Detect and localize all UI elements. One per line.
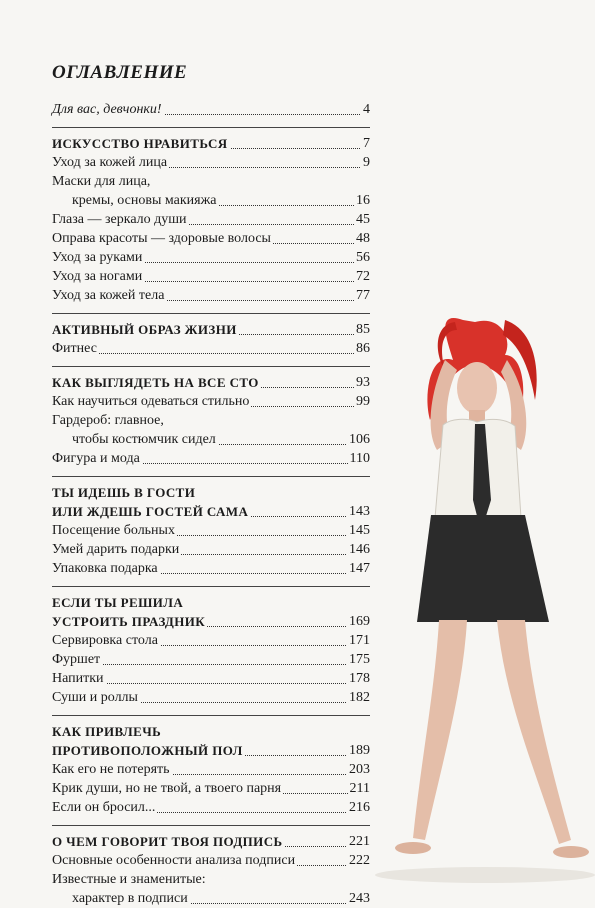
toc-entry[interactable] [52, 521, 370, 540]
toc-entry-title: АКТИВНЫЙ ОБРАЗ ЖИЗНИ [52, 322, 237, 337]
toc-entry[interactable] [52, 870, 370, 889]
toc-page-number: 16 [356, 193, 370, 208]
toc-entry[interactable] [52, 889, 370, 908]
toc-page-number: 216 [349, 800, 370, 815]
toc-entry-title: Уход за ногами [52, 269, 143, 284]
toc-entry[interactable] [52, 798, 370, 817]
toc-entry[interactable] [52, 267, 370, 286]
toc-entry-title: чтобы костюмчик сидел [52, 430, 218, 449]
toc-page-number: 48 [356, 231, 370, 246]
toc-entry-title: Упаковка подарка [52, 561, 158, 576]
girl-photo [335, 300, 595, 900]
toc-entry-title: Фигура и мода [52, 451, 140, 466]
toc-entry[interactable] [52, 430, 370, 449]
toc-entry-title: Если он бросил... [52, 800, 156, 815]
toc-entry-title: Маски для лица, [52, 174, 151, 189]
toc-entry[interactable] [52, 760, 370, 779]
toc-page-number: 147 [349, 561, 370, 576]
toc-entry-title: КАК ВЫГЛЯДЕТЬ НА ВСЕ СТО [52, 375, 259, 390]
toc-entry-title: Уход за руками [52, 250, 143, 265]
section-divider [52, 313, 370, 314]
toc-entry-title: КАК ПРИВЛЕЧЬ [52, 724, 162, 739]
toc-page-number: 222 [349, 853, 370, 868]
toc-page-number: 221 [349, 834, 370, 849]
toc-section-heading[interactable] [52, 373, 370, 392]
toc-page-number: 4 [363, 102, 370, 117]
toc-page-number: 182 [349, 690, 370, 705]
toc-section-heading[interactable] [52, 612, 370, 631]
toc-entry-title: Гардероб: главное, [52, 413, 164, 428]
toc-section-heading[interactable] [52, 320, 370, 339]
section-divider [52, 476, 370, 477]
toc-entry[interactable] [52, 248, 370, 267]
toc-entry[interactable] [52, 688, 370, 707]
toc-entry[interactable] [52, 191, 370, 210]
toc-page-number: 110 [349, 451, 370, 466]
toc-page-number: 85 [356, 322, 370, 337]
toc-entry[interactable] [52, 172, 370, 191]
toc-entry-title: ПРОТИВОПОЛОЖНЫЙ ПОЛ [52, 743, 243, 758]
dot-leader [52, 353, 370, 354]
toc-entry-title: Напитки [52, 671, 104, 686]
toc-page-number: 72 [356, 269, 370, 284]
toc-page-number: 45 [356, 212, 370, 227]
toc-page-number: 9 [363, 155, 370, 170]
toc-entry-title: Оправа красоты — здоровые волосы [52, 231, 271, 246]
toc-entry[interactable] [52, 339, 370, 358]
toc-entry[interactable] [52, 779, 370, 798]
toc-entry[interactable] [52, 650, 370, 669]
toc-section-heading[interactable] [52, 134, 370, 153]
toc-page-number: 171 [349, 633, 370, 648]
table-of-contents [52, 100, 370, 908]
toc-entry-title: Уход за кожей лица [52, 155, 168, 170]
toc-page-number: 56 [356, 250, 370, 265]
toc-entry-title: ТЫ ИДЕШЬ В ГОСТИ [52, 485, 196, 500]
toc-page-number: 77 [356, 288, 370, 303]
section-divider [52, 586, 370, 587]
toc-entry[interactable] [52, 449, 370, 468]
toc-page-number: 243 [349, 891, 370, 906]
toc-entry[interactable] [52, 100, 370, 119]
toc-entry-title: ИЛИ ЖДЕШЬ ГОСТЕЙ САМА [52, 504, 249, 519]
section-divider [52, 825, 370, 826]
toc-page-number: 93 [356, 375, 370, 390]
toc-section-heading[interactable] [52, 502, 370, 521]
toc-entry[interactable] [52, 669, 370, 688]
toc-page-number: 145 [349, 523, 370, 538]
toc-entry-title: Как научиться одеваться стильно [52, 394, 250, 409]
toc-entry[interactable] [52, 411, 370, 430]
toc-entry-title: Фитнес [52, 341, 97, 356]
toc-entry-title: Фуршет [52, 652, 101, 667]
page-title: ОГЛАВЛЕНИЕ [52, 62, 188, 83]
toc-section-heading[interactable] [52, 722, 370, 741]
toc-section-heading[interactable] [52, 741, 370, 760]
toc-entry[interactable] [52, 631, 370, 650]
toc-entry-title: ЕСЛИ ТЫ РЕШИЛА [52, 595, 184, 610]
toc-entry-title: Посещение больных [52, 523, 175, 538]
toc-page-number: 7 [363, 136, 370, 151]
toc-entry[interactable] [52, 392, 370, 411]
toc-page-number: 86 [356, 341, 370, 356]
toc-entry-title: Сервировка стола [52, 633, 158, 648]
toc-section-heading[interactable] [52, 593, 370, 612]
toc-section-heading[interactable] [52, 832, 370, 851]
toc-entry-title: Основные особенности анализа подписи [52, 853, 296, 868]
section-divider [52, 366, 370, 367]
section-divider [52, 715, 370, 716]
toc-entry-title: Для вас, девчонки! [52, 102, 162, 117]
toc-entry-title: кремы, основы макияжа [52, 191, 218, 210]
toc-entry-title: УСТРОИТЬ ПРАЗДНИК [52, 614, 206, 629]
toc-entry[interactable] [52, 229, 370, 248]
toc-entry-title: Глаза — зеркало души [52, 212, 187, 227]
toc-page-number: 178 [349, 671, 370, 686]
toc-page-number: 146 [349, 542, 370, 557]
toc-page-number: 203 [349, 762, 370, 777]
toc-entry[interactable] [52, 851, 370, 870]
toc-entry-title: Известные и знаменитые: [52, 872, 206, 887]
toc-entry[interactable] [52, 210, 370, 229]
toc-entry-title: Крик души, но не твой, а твоего парня [52, 781, 282, 796]
toc-page-number: 175 [349, 652, 370, 667]
toc-entry-title: Как его не потерять [52, 762, 170, 777]
toc-entry[interactable] [52, 540, 370, 559]
toc-page-number: 143 [349, 504, 370, 519]
toc-entry[interactable] [52, 559, 370, 578]
toc-entry-title: ИСКУССТВО НРАВИТЬСЯ [52, 136, 228, 151]
toc-entry[interactable] [52, 286, 370, 305]
toc-entry[interactable] [52, 153, 370, 172]
toc-entry-title: Умей дарить подарки [52, 542, 180, 557]
toc-page-number: 189 [349, 743, 370, 758]
toc-page-number: 106 [349, 432, 370, 447]
section-divider [52, 127, 370, 128]
toc-section-heading[interactable] [52, 483, 370, 502]
toc-entry-title: Уход за кожей тела [52, 288, 165, 303]
toc-entry-title: О ЧЕМ ГОВОРИТ ТВОЯ ПОДПИСЬ [52, 834, 283, 849]
toc-page-number: 211 [349, 781, 370, 796]
toc-page-number: 169 [349, 614, 370, 629]
toc-entry-title: Суши и роллы [52, 690, 138, 705]
toc-entry-title: характер в подписи [52, 889, 190, 908]
toc-page-number: 99 [356, 394, 370, 409]
